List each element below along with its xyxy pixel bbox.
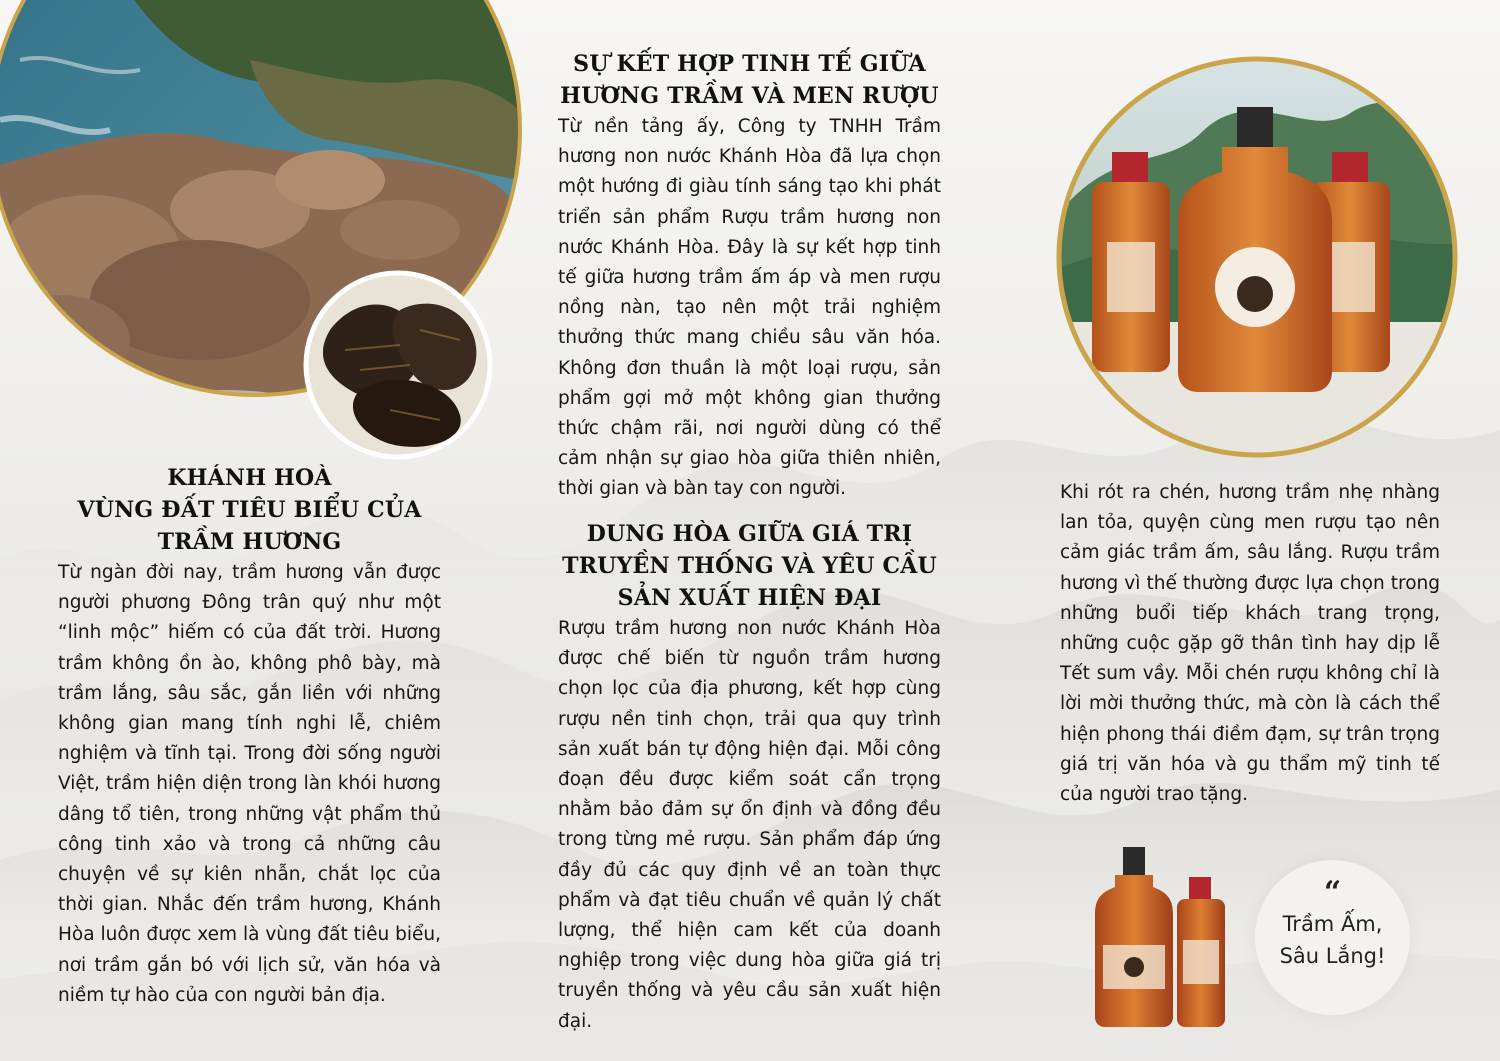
section-dung-hoa-heading bbox=[558, 518, 941, 614]
agarwood-pieces-photo bbox=[300, 270, 500, 460]
quote-text bbox=[1255, 908, 1410, 972]
section-ket-hop-heading bbox=[558, 48, 941, 112]
heading-line: SẢN XUẤT HIỆN ĐẠI bbox=[617, 585, 882, 611]
heading-line: VÙNG ĐẤT TIÊU BIỂU CỦA bbox=[77, 497, 422, 523]
heading-line: TRẦM HƯƠNG bbox=[157, 529, 342, 555]
quote-mark-icon: “ bbox=[1323, 875, 1342, 910]
two-bottles-product bbox=[1095, 845, 1235, 1030]
quote-line: Sâu Lắng! bbox=[1279, 944, 1386, 968]
section-ket-hop bbox=[558, 48, 941, 505]
section-rot-ra-chen bbox=[1060, 478, 1440, 810]
heading-line: TRUYỀN THỐNG VÀ YÊU CẦU bbox=[562, 553, 937, 579]
three-bottles-photo bbox=[1052, 52, 1462, 462]
heading-line: HƯƠNG TRẦM VÀ MEN RƯỢU bbox=[560, 83, 939, 109]
quote-bubble bbox=[1255, 860, 1410, 1015]
section-khanh-hoa-heading bbox=[58, 462, 441, 558]
section-dung-hoa bbox=[558, 518, 941, 1037]
quote-line: Trầm Ấm, bbox=[1282, 912, 1383, 936]
section-khanh-hoa bbox=[58, 462, 441, 1011]
heading-line: SỰ KẾT HỢP TINH TẾ GIỮA bbox=[573, 51, 926, 77]
section-ket-hop-body: Từ nền tảng ấy, Công ty TNHH Trầm hương non nước Khánh Hòa đã lựa chọn một hướng đi giàu tính sáng tạo khi phát triển sản phẩm Rượu trầm hương non nước Khánh Hòa. Đây là sự kết hợp tinh tế giữa hương trầm ấm áp và men rượu nồng nàn, tạo nên một trải nghiệm thưởng thức mang chiều sâu văn hóa. Không đơn thuần là một loại rượu, sản phẩm gợi mở một không gian thưởng thức chậm rãi, nơi người dùng có thể cảm nhận sự giao hòa giữa thiên nhiên, thời gian và bàn tay con người. bbox=[558, 116, 941, 500]
section-dung-hoa-body: Rượu trầm hương non nước Khánh Hòa được chế biến từ nguồn trầm hương chọn lọc của địa phương, kết hợp cùng rượu nền tinh chọn, trải qua quy trình sản xuất bán tự động hiện đại. Mỗi công đoạn đều được kiểm soát cẩn trọng nhằm bảo đảm sự ổn định và đồng đều trong từng mẻ rượu. Sản phẩm đáp ứng đầy đủ các quy định về an toàn thực phẩm và đạt tiêu chuẩn về quản lý chất lượng, thể hiện cam kết của doanh nghiệp trong việc dung hòa giữa giá trị truyền thống và yêu cầu sản xuất hiện đại. bbox=[558, 618, 941, 1032]
heading-line: KHÁNH HOÀ bbox=[167, 465, 332, 491]
section-rot-ra-chen-body: Khi rót ra chén, hương trầm nhẹ nhàng lan tỏa, quyện cùng men rượu tạo nên cảm giác trầm ấm, sâu lắng. Rượu trầm hương vì thế thường được lựa chọn trong những buổi tiếp khách trang trọng, những cuộc gặp gỡ thân tình hay dịp lễ Tết sum vầy. Mỗi chén rượu không chỉ là lời mời thưởng thức, mà còn là cách thể hiện phong thái điềm đạm, sự trân trọng giá trị văn hóa và gu thẩm mỹ tinh tế của người trao tặng. bbox=[1060, 482, 1440, 806]
section-khanh-hoa-body: Từ ngàn đời nay, trầm hương vẫn được người phương Đông trân quý như một “linh mộc” hiếm có của đất trời. Hương trầm không ồn ào, không phô bày, mà trầm lắng, sâu sắc, gắn liền với những không gian mang tính nghi lễ, chiêm nghiệm và tĩnh tại. Trong đời sống người Việt, trầm hiện diện trong làn khói hương dâng tổ tiên, trong những vật phẩm thủ công tinh xảo và trong cả những câu chuyện về sự kiên nhẫn, chắt lọc của thời gian. Nhắc đến trầm hương, Khánh Hòa luôn được xem là vùng đất tiêu biểu, nơi trầm gắn bó với lịch sử, văn hóa và niềm tự hào của con người bản địa. bbox=[58, 562, 441, 1006]
heading-line: DUNG HÒA GIỮA GIÁ TRỊ bbox=[586, 521, 913, 547]
